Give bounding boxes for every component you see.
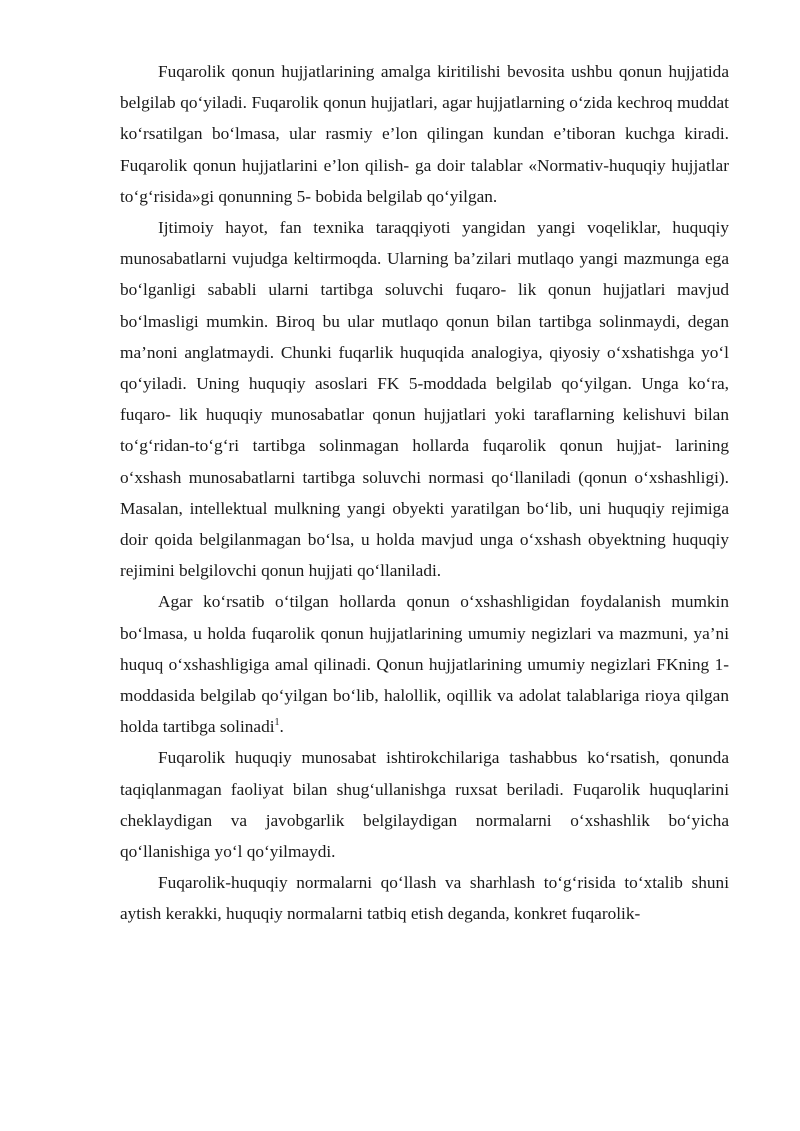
paragraph-5: Fuqarolik-huquqiy normalarni qo‘llash va sharhlash to‘g‘risida to‘xtalib shuni aytish kerakki, huquqiy normalarni tatbiq etish deganda, konkret fuqarolik- xyxy=(120,873,729,924)
footnote-reference[interactable]: 1 xyxy=(274,717,280,729)
paragraph-3-tail: . xyxy=(279,717,284,737)
paragraph-2: Ijtimoiy hayot, fan texnika taraqqiyoti yangidan yangi voqeliklar, huquqiy munosabatlarni vujudga keltirmoqda. Ularning ba’zilari mutlaqo yangi mazmunga ega bo‘lganligi sababli ularni tartibga soluvchi fuqaro- lik qonun hujjatlari mavjud bo‘lmasligi mumkin. Biroq bu ular mutlaqo qonun bilan tartibga solinmaydi, degan ma’noni anglatmaydi. Chunki fuqarlik huquqida analogiya, qiyosiy o‘xshatishga yo‘l qo‘yiladi. Uning huquqiy asoslari FK 5-moddada belgilab qo‘yilgan. Unga ko‘ra, fuqaro- lik huquqiy munosabatlar qonun hujjatlari yoki taraflarning kelishuvi bilan to‘g‘ridan-to‘g‘ri tartibga solinmagan hollarda fuqarolik qonun hujjat- larining o‘xshash munosabatlarni tartibga soluvchi normasi qo‘llaniladi (qonun o‘xshashligi). Masalan, intellektual mulkning yangi obyekti yaratilgan bo‘lib, uni huquqiy rejimiga doir qoida belgilanmagan bo‘lsa, u holda mavjud unga o‘xshash obyektning huquqiy rejimini belgilovchi qonun hujjati qo‘llaniladi. xyxy=(120,218,729,581)
paragraph-1: Fuqarolik qonun hujjatlarining amalga kiritilishi bevosita ushbu qonun hujjatida belgilab qo‘yiladi. Fuqarolik qonun hujjatlari, agar hujjatlarning o‘zida kechroq muddat ko‘rsatilgan bo‘lmasa, ular rasmiy e’lon qilingan kundan e’tiboran kuchga kiradi. Fuqarolik qonun hujjatlarini e’lon qilish- ga doir talablar «Normativ-huquqiy hujjatlar to‘g‘risida»gi qonunning 5- bobida belgilab qo‘yilgan. xyxy=(120,62,729,206)
paragraph-3-text: Agar ko‘rsatib o‘tilgan hollarda qonun o‘xshashligidan foydalanish mumkin bo‘lmasa, u holda fuqarolik qonun hujjatlarining umumiy negizlari va mazmuni, ya’ni huquq o‘xshashligiga amal qilinadi. Qonun hujjatlarining umumiy negizlari FKning 1-moddasida belgilab qo‘yilgan bo‘lib, halollik, oqillik va adolat talablariga rioya qilgan holda tartibga solinadi xyxy=(120,592,729,737)
paragraph-4: Fuqarolik huquqiy munosabat ishtirokchilariga tashabbus ko‘rsatish, qonunda taqiqlanmagan faoliyat bilan shug‘ullanishga ruxsat beriladi. Fuqarolik huquqlarini cheklaydigan va javobgarlik belgilaydigan normalarni o‘xshashlik bo‘yicha qo‘llanishiga yo‘l qo‘yilmaydi. xyxy=(120,748,729,862)
document-page xyxy=(120,56,729,930)
paragraph-3 xyxy=(120,586,729,742)
